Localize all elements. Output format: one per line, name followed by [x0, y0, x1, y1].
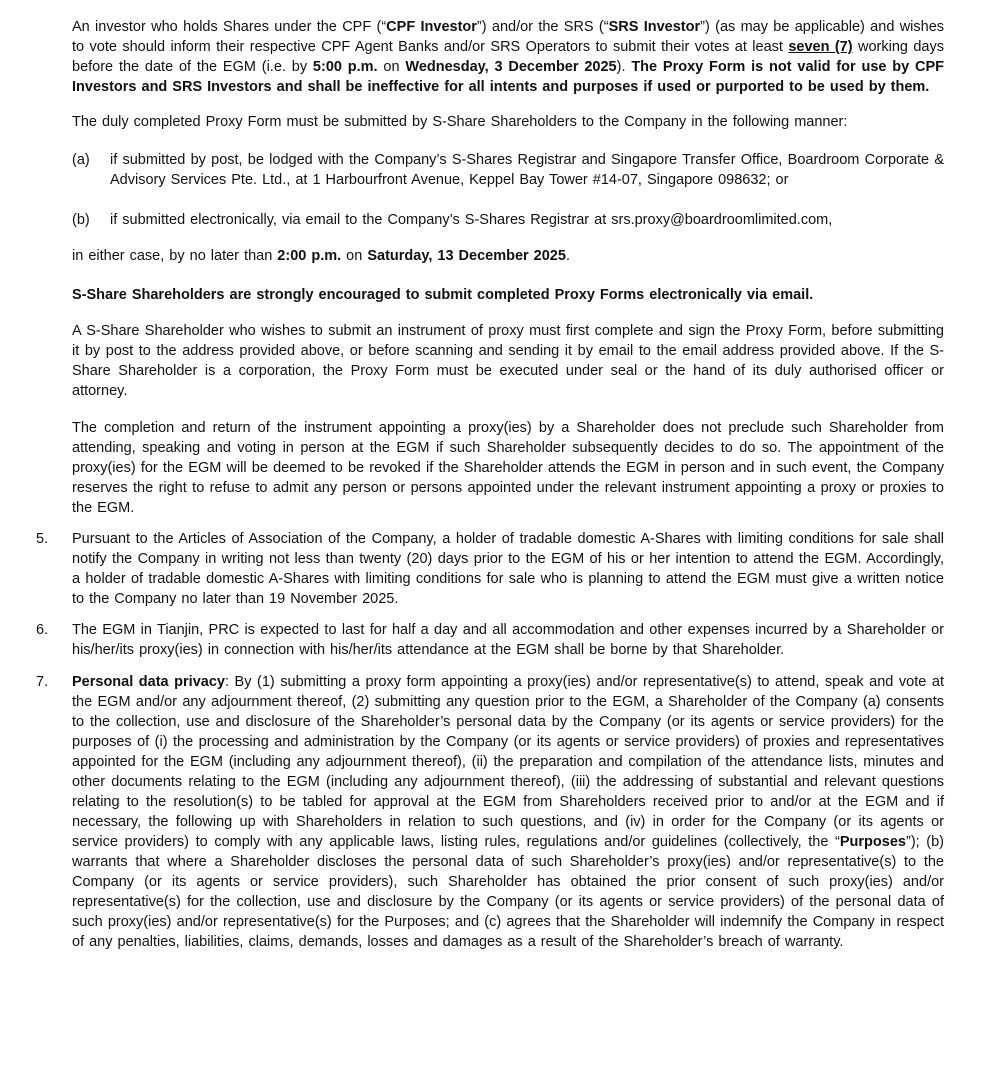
text-segment: A S-Share Shareholder who wishes to submit an instrument of proxy must first complete and sign the Proxy Form, before submitting it by post to the address provided above, or before scanning and sending it by email to the email address provided above. If the S-Share Shareholder is a corporation, the Proxy Form must be executed under seal or the hand of its duly authorised officer or attorney. [72, 323, 944, 399]
text-segment: ”); (b) warrants that where a Shareholder discloses the personal data of such Shareholder’s proxy(ies) and/or representative(s) to the Company (or its agents or service providers), such Shareholder has obtained the prior consent of such proxy(ies) and/or representative(s) for the collection, use and disclosure by the Company (or its agents or service providers) of the personal data of such proxy(ies) and/or representative(s) for the Purposes; and (c) agrees that the Shareholder will indemnify the Company in respect of any penalties, liabilities, claims, demands, losses and damages as a result of the Shareholder’s breach of warranty. [72, 834, 945, 950]
item-marker: (a) [72, 152, 90, 168]
para-submission-deadline [72, 246, 944, 266]
note-6-egm-expenses [36, 620, 944, 660]
item-text [72, 622, 944, 658]
item-marker: 7. [36, 674, 49, 690]
text-segment: working days before the date of the EGM (i.e. by [72, 39, 944, 75]
text-segment: on [341, 248, 368, 264]
text-segment: ). [616, 59, 632, 75]
item-marker: 6. [36, 622, 49, 638]
para-proxy-revocation [72, 418, 944, 518]
text-segment: SRS Investor [608, 19, 701, 35]
text-segment: Personal data privacy [72, 674, 225, 690]
text-segment: 5:00 p.m. [312, 59, 378, 75]
item-text [110, 212, 832, 228]
text-segment: Saturday, 13 December 2025 [367, 248, 566, 264]
text-segment: if submitted electronically, via email to the Company’s S-Shares Registrar at srs.proxy@boardroomlimited.com, [110, 212, 833, 228]
text-segment: The Proxy Form is not valid for use by CPF Investors and SRS Investors and shall be ineffective for all intents and purposes if used or purported to be used by them. [72, 59, 945, 95]
text-segment: on [377, 59, 406, 75]
text-segment: An investor who holds Shares under the CPF (“ [72, 19, 387, 35]
item-marker: 5. [36, 531, 49, 547]
text-segment: ”) and/or the SRS (“ [476, 19, 609, 35]
text-segment: 2:00 p.m. [277, 248, 342, 264]
item-text [110, 152, 944, 188]
item-text [72, 674, 944, 950]
text-segment: The EGM in Tianjin, PRC is expected to last for half a day and all accommodation and other expenses incurred by a Shareholder or his/her/its proxy(ies) in connection with his/her/its attendance at the EGM shall be borne by that Shareholder. [72, 622, 944, 658]
list-item-a-post-submission [72, 150, 944, 190]
list-item-b-email-submission [72, 210, 944, 230]
text-segment: CPF Investor [386, 19, 477, 35]
text-segment: . [565, 248, 570, 264]
item-text [72, 531, 944, 607]
para-cpf-srs-investors [72, 17, 944, 97]
para-proxy-form-submission-intro [72, 112, 944, 132]
text-segment: Pursuant to the Articles of Association of the Company, a holder of tradable domestic A-Shares with limiting conditions for sale shall notify the Company in writing not less than twenty (20) days prior to the EGM of his or her intention to attend the EGM. Accordingly, a holder of tradable domestic A-Shares with limiting conditions for sale who is planning to attend the EGM must give a written notice to the Company no later than 19 November 2025. [72, 531, 944, 607]
item-marker: (b) [72, 212, 90, 228]
text-segment: in either case, by no later than [72, 248, 278, 264]
text-segment: if submitted by post, be lodged with the Company’s S-Shares Registrar and Singapore Transfer Office, Boardroom Corporate & Advisory Services Pte. Ltd., at 1 Harbourfront Avenue, Keppel Bay Tower #14-07, Singapore 098632; or [110, 152, 944, 188]
note-5-a-shares-notice [36, 529, 944, 609]
text-segment: ”) (as may be applicable) and wishes to vote should inform their respective CPF Agent Banks and/or SRS Operators to submit their votes at least [72, 19, 945, 55]
text-segment: Purposes [839, 834, 906, 850]
para-email-encouragement [72, 285, 944, 305]
note-7-personal-data-privacy [36, 672, 945, 952]
text-segment: The completion and return of the instrument appointing a proxy(ies) by a Shareholder does not preclude such Shareholder from attending, speaking and voting in person at the EGM if such Shareholder subsequently decides to do so. The appointment of the proxy(ies) for the EGM will be deemed to be revoked if the Shareholder attends the EGM in person and in such event, the Company reserves the right to refuse to admit any person or persons appointed under the relevant instrument appointing a proxy or proxies to the EGM. [72, 420, 944, 516]
notes-section [36, 17, 945, 952]
text-segment: Wednesday, 3 December 2025 [405, 59, 617, 75]
text-segment: seven (7) [788, 39, 853, 55]
text-segment: S-Share Shareholders are strongly encouraged to submit completed Proxy Forms electronically via email. [72, 287, 814, 303]
text-segment: The duly completed Proxy Form must be submitted by S-Share Shareholders to the Company in the following manner: [72, 114, 848, 130]
text-segment: : By (1) submitting a proxy form appointing a proxy(ies) and/or representative(s) to attend, speak and vote at the EGM and/or any adjournment thereof, (2) submitting any question prior to the EGM, a Shareholder of the Company (a) consents to the collection, use and disclosure of the Shareholder’s personal data by the Company (or its agents or service providers) for the purposes of (i) the processing and administration by the Company (or its agents or service providers) of proxies and representatives appointed for the EGM (including any adjournment thereof), (ii) the preparation and compilation of the attendance lists, minutes and other documents relating to the EGM (including any adjournment thereof), (iii) the addressing of substantial and relevant questions relating to the resolution(s) to be tabled for approval at the EGM from Shareholders received prior to and/or at the EGM and if necessary, the following up with Shareholders in relation to such questions, and (iv) in order for the Company (or its agents or service providers) to comply with any applicable laws, listing rules, regulations and/or guidelines (collectively, the “ [72, 674, 944, 850]
para-proxy-form-signing [72, 321, 944, 401]
